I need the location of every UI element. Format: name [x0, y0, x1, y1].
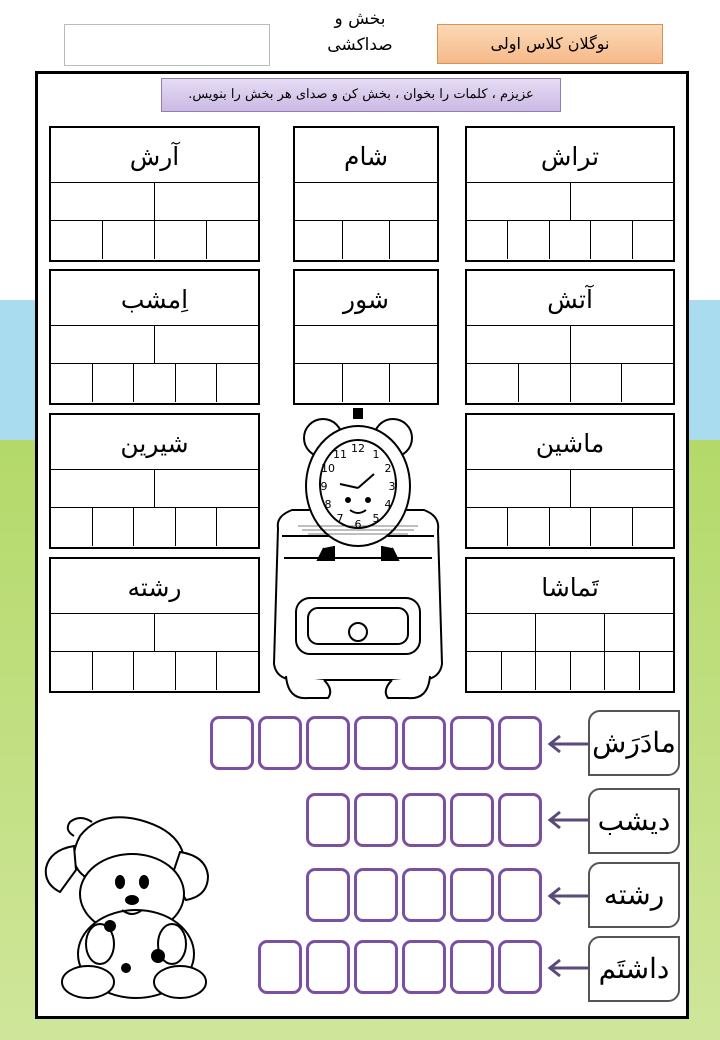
word-tag: مادَرَش — [588, 710, 680, 776]
syllable-row — [51, 469, 258, 508]
svg-text:4: 4 — [384, 498, 392, 511]
sound-row-cell[interactable] — [92, 364, 134, 402]
arrow-left-icon — [546, 734, 590, 754]
letter-box[interactable] — [306, 793, 350, 847]
letter-box[interactable] — [402, 793, 446, 847]
sound-row-cell[interactable] — [590, 221, 631, 259]
card-word: رشته — [127, 573, 182, 602]
syllable-row — [51, 325, 258, 364]
sound-row-cell[interactable] — [467, 652, 501, 690]
letter-boxes-row — [306, 868, 542, 922]
card-word: آتش — [547, 285, 593, 314]
syllable-row-cell[interactable] — [51, 614, 154, 652]
letter-boxes-row — [210, 716, 542, 770]
letter-box[interactable] — [354, 716, 398, 770]
word-card — [49, 413, 260, 549]
alarm-clock-illustration — [268, 408, 448, 704]
sound-row-cell[interactable] — [92, 652, 134, 690]
svg-text:2: 2 — [384, 462, 392, 475]
letter-box[interactable] — [402, 716, 446, 770]
sound-row — [467, 651, 673, 690]
syllable-row — [467, 613, 673, 652]
sound-row — [467, 220, 673, 259]
sound-row-cell[interactable] — [216, 652, 258, 690]
sound-row-cell[interactable] — [632, 221, 673, 259]
syllable-row-cell[interactable] — [467, 326, 570, 364]
letter-box[interactable] — [306, 868, 350, 922]
letter-box[interactable] — [498, 793, 542, 847]
letter-box[interactable] — [306, 940, 350, 994]
letter-box[interactable] — [498, 940, 542, 994]
sound-row-cell[interactable] — [175, 508, 217, 546]
puppy-illustration — [40, 806, 216, 1006]
syllable-row-cell[interactable] — [295, 326, 437, 364]
sound-row-cell[interactable] — [501, 652, 536, 690]
word-card — [465, 126, 675, 262]
word-card — [293, 126, 439, 262]
syllable-row-cell[interactable] — [467, 183, 570, 221]
sound-row-cell[interactable] — [467, 508, 507, 546]
arrow-left-icon — [546, 810, 590, 830]
word-tag: داشتَم — [588, 936, 680, 1002]
svg-text:3: 3 — [388, 480, 396, 493]
svg-text:8: 8 — [324, 498, 332, 511]
sound-row-cell[interactable] — [590, 508, 631, 546]
letter-box[interactable] — [258, 940, 302, 994]
svg-text:12: 12 — [351, 442, 365, 455]
syllable-row — [51, 613, 258, 652]
syllable-row — [467, 469, 673, 508]
svg-text:11: 11 — [333, 448, 347, 461]
sound-row-cell[interactable] — [206, 221, 258, 259]
sound-row-cell[interactable] — [549, 221, 590, 259]
card-word: شیرین — [120, 429, 189, 458]
sound-row-cell[interactable] — [518, 364, 570, 402]
word-card — [293, 269, 439, 405]
sound-row-cell[interactable] — [295, 221, 342, 259]
card-word: شور — [343, 285, 389, 314]
word-card — [465, 413, 675, 549]
sound-row-cell[interactable] — [342, 364, 390, 402]
syllable-row-cell[interactable] — [51, 470, 154, 508]
syllable-row-cell[interactable] — [51, 326, 154, 364]
arrow-left-icon — [546, 958, 590, 978]
sound-row-cell[interactable] — [295, 364, 342, 402]
syllable-row — [295, 325, 437, 364]
letter-box[interactable] — [450, 793, 494, 847]
card-word: تَماشا — [541, 573, 599, 602]
svg-text:1: 1 — [372, 448, 380, 461]
letter-box[interactable] — [402, 940, 446, 994]
letter-box[interactable] — [450, 716, 494, 770]
syllable-row-cell[interactable] — [154, 183, 258, 221]
syllable-row-cell[interactable] — [570, 470, 674, 508]
sound-row-cell[interactable] — [621, 364, 673, 402]
syllable-row-cell[interactable] — [467, 614, 535, 652]
letter-box[interactable] — [450, 940, 494, 994]
syllable-row-cell[interactable] — [467, 470, 570, 508]
letter-box[interactable] — [258, 716, 302, 770]
worksheet-title-line2: صداکشی — [327, 35, 393, 55]
word-tag: دیشب — [588, 788, 680, 854]
word-card — [49, 557, 260, 693]
syllable-row-cell[interactable] — [604, 614, 673, 652]
sound-row-cell[interactable] — [507, 221, 548, 259]
letter-boxes-row — [306, 793, 542, 847]
letter-box[interactable] — [354, 940, 398, 994]
sound-row-cell[interactable] — [535, 652, 570, 690]
sound-row-cell[interactable] — [216, 508, 258, 546]
sound-row-cell[interactable] — [570, 364, 622, 402]
syllable-row — [51, 182, 258, 221]
syllable-row-cell[interactable] — [51, 183, 154, 221]
sound-row — [51, 651, 258, 690]
letter-box[interactable] — [402, 868, 446, 922]
letter-box[interactable] — [498, 868, 542, 922]
worksheet-title-line1: بخش و — [334, 9, 386, 29]
sound-row-cell[interactable] — [51, 508, 92, 546]
svg-text:7: 7 — [336, 512, 344, 525]
sound-row — [51, 220, 258, 259]
sound-row-cell[interactable] — [133, 508, 175, 546]
letter-box[interactable] — [498, 716, 542, 770]
card-word: تراش — [540, 142, 600, 171]
sound-row-cell[interactable] — [102, 221, 154, 259]
worksheet-title — [300, 6, 420, 58]
syllable-row-cell[interactable] — [154, 470, 258, 508]
sound-row-cell[interactable] — [632, 508, 673, 546]
sound-row-cell[interactable] — [389, 221, 437, 259]
name-input-box[interactable] — [64, 24, 270, 66]
sound-row — [51, 507, 258, 546]
card-word: اِمشب — [120, 285, 189, 314]
svg-text:5: 5 — [372, 512, 380, 525]
sound-row-cell[interactable] — [175, 652, 217, 690]
sound-row-cell[interactable] — [216, 364, 258, 402]
sound-row-cell[interactable] — [549, 508, 590, 546]
sound-row — [295, 220, 437, 259]
sound-row-cell[interactable] — [51, 652, 92, 690]
card-word: شام — [343, 142, 389, 171]
syllable-row — [295, 182, 437, 221]
sound-row-cell[interactable] — [342, 221, 390, 259]
sound-row-cell[interactable] — [175, 364, 217, 402]
syllable-row-cell[interactable] — [570, 326, 674, 364]
letter-box[interactable] — [450, 868, 494, 922]
sound-row-cell[interactable] — [133, 652, 175, 690]
sound-row — [295, 363, 437, 402]
sound-row-cell[interactable] — [570, 652, 605, 690]
sound-row-cell[interactable] — [389, 364, 437, 402]
card-word: ماشین — [535, 429, 605, 458]
sound-row-cell[interactable] — [51, 364, 92, 402]
sound-row — [51, 363, 258, 402]
arrow-left-icon — [546, 886, 590, 906]
class-title-banner: نوگلان کلاس اولی — [437, 24, 663, 64]
sound-row-cell[interactable] — [133, 364, 175, 402]
sound-row-cell[interactable] — [92, 508, 134, 546]
sound-row-cell[interactable] — [507, 508, 548, 546]
sound-row-cell[interactable] — [467, 221, 507, 259]
word-card — [465, 557, 675, 693]
instruction-banner: عزیزم ، کلمات را بخوان ، بخش کن و صدای هر بخش را بنویس. — [161, 78, 561, 112]
svg-text:10: 10 — [321, 462, 335, 475]
word-card — [49, 269, 260, 405]
syllable-row — [467, 182, 673, 221]
sound-row-cell[interactable] — [467, 364, 518, 402]
syllable-row-cell[interactable] — [535, 614, 604, 652]
sound-row-cell[interactable] — [51, 221, 102, 259]
syllable-row-cell[interactable] — [154, 614, 258, 652]
sound-row — [467, 363, 673, 402]
svg-text:6: 6 — [354, 518, 362, 531]
letter-box[interactable] — [306, 716, 350, 770]
syllable-row-cell[interactable] — [295, 183, 437, 221]
letter-box[interactable] — [354, 868, 398, 922]
syllable-row-cell[interactable] — [154, 326, 258, 364]
syllable-row — [467, 325, 673, 364]
syllable-row-cell[interactable] — [570, 183, 674, 221]
letter-box[interactable] — [210, 716, 254, 770]
letter-boxes-row — [258, 940, 542, 994]
word-card — [465, 269, 675, 405]
sound-row — [467, 507, 673, 546]
sound-row-cell[interactable] — [604, 652, 639, 690]
card-word: آرش — [129, 142, 180, 171]
sound-row-cell[interactable] — [154, 221, 206, 259]
word-card — [49, 126, 260, 262]
svg-text:9: 9 — [320, 480, 328, 493]
sound-row-cell[interactable] — [639, 652, 674, 690]
word-tag: رشته — [588, 862, 680, 928]
letter-box[interactable] — [354, 793, 398, 847]
